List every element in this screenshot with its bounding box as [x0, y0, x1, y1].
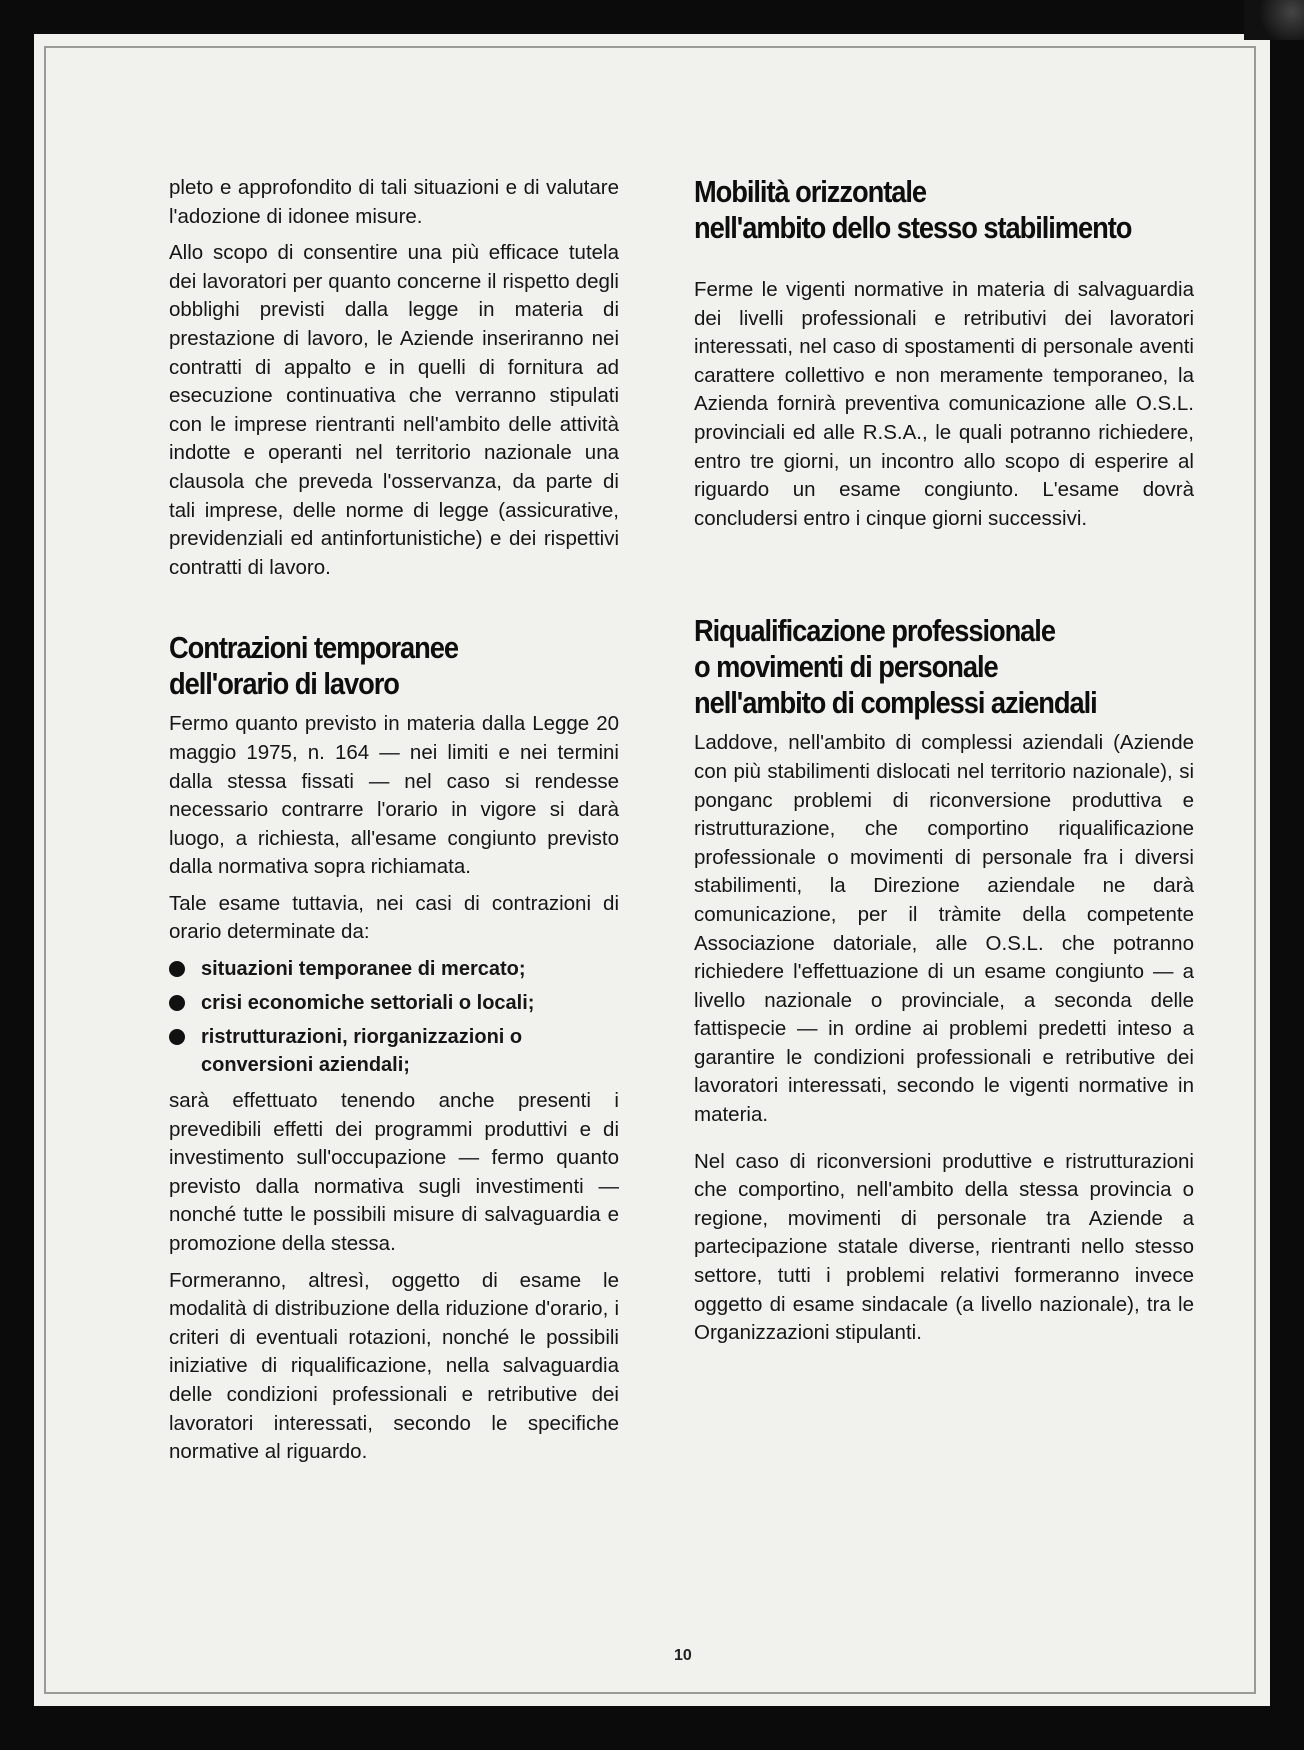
bullet-item: [169, 1023, 619, 1079]
left-paragraph-4: Tale esame tuttavia, nei casi di contrazioni di orario determinate da:: [169, 891, 619, 944]
right-column: [694, 174, 1194, 1348]
bullet-item: [169, 989, 619, 1017]
spacer: [694, 254, 1194, 276]
bullet-icon: [169, 1029, 185, 1045]
left-paragraph-2: Allo scopo di consentire una più efficace tutela dei lavoratori per quanto concerne il rispetto degli obblighi previsti dalla legge in materia di prestazione di lavoro, le Aziende inseriranno nei contratti di appalto e in quelli di fornitura ad esecuzione continuativa che verranno stipulati con le imprese rientranti nell'ambito delle attività indotte e operanti nel territorio nazionale una clausola che preveda l'osservanza, da parte di tali imprese, delle norme di legge (assicurative, previdenziali ed antinfortunistiche) e dei rispettivi contratti di lavoro.: [169, 241, 619, 579]
bullet-icon: [169, 995, 185, 1011]
bullet-icon: [169, 961, 185, 977]
section-title-mobilita: [694, 174, 1134, 246]
left-paragraph-3: Fermo quanto previsto in materia dalla Legge 20 maggio 1975, n. 164 — nei limiti e nei termini dalla stessa fissati — nel caso si rendesse necessario contrarre l'orario in vigore si darà luogo, a richiesta, all'esame congiunto previsto dalla normativa sopra richiamata.: [169, 712, 619, 879]
document-page: [34, 34, 1270, 1706]
spacer: [694, 541, 1194, 613]
page-number: 10: [674, 1647, 692, 1664]
section-title-line-2: dell'orario di lavoro: [169, 666, 399, 702]
spacer: [694, 1138, 1194, 1148]
bullet-text: ristrutturazioni, riorganizzazioni o conversioni aziendali;: [201, 1026, 523, 1077]
left-column: [169, 174, 619, 1467]
bullet-text: situazioni temporanee di mercato;: [201, 958, 526, 981]
section-title-riqualificazione: [694, 613, 1134, 721]
bullet-text: crisi economiche settoriali o locali;: [201, 992, 535, 1015]
section-title-line-1: Riqualificazione professionale: [694, 613, 1055, 649]
left-paragraph-6: Formeranno, altresì, oggetto di esame le modalità di distribuzione della riduzione d'orario, i criteri di eventuali rotazioni, nonché le possibili iniziative di riqualificazione, nella salvaguardia delle condizioni professionali e retributive dei lavoratori interessati, secondo le specifiche normative al riguardo.: [169, 1268, 619, 1464]
section-title-line-2: nell'ambito dello stesso stabilimento: [694, 210, 1132, 245]
section-title-line-1: Contrazioni temporanee: [169, 630, 459, 666]
left-paragraph-1: pleto e approfondito di tali situazioni e di valutare l'adozione di idonee misure.: [169, 176, 619, 228]
right-paragraph-1: Ferme le vigenti normative in materia di salvaguardia dei livelli professionali e retributivi dei lavoratori interessati, nel caso di spostamenti di personale aventi carattere collettivo e non meramente temporaneo, la Azienda fornirà preventiva comunicazione alle O.S.L. provinciali ed alle R.S.A., le quali potranno richiedere, entro tre giorni, un incontro allo scopo di esperire al riguardo un esame congiunto. L'esame dovrà concludersi entro i cinque giorni successivi.: [694, 278, 1194, 530]
right-paragraph-2: Laddove, nell'ambito di complessi aziendali (Aziende con più stabilimenti dislocati nel territorio nazionale), si ponganc problemi di riconversione produttiva e ristrutturazione, che comportino riqualificazione professionale o movimenti di personale fra i diversi stabilimenti, la Direzione aziendale ne darà comunicazione, per il tràmite della competente Associazione datoriale, alle O.S.L. che potranno richiedere l'effettuazione di un esame congiunto — a livello nazionale o provinciale, a seconda delle fattispecie — in ordine ai problemi predetti inteso a garantire le condizioni professionali e retributive dei lavoratori interessati, secondo le vigenti normative in materia.: [694, 731, 1194, 1127]
right-paragraph-3: Nel caso di riconversioni produttive e ristrutturazioni che comportino, nell'ambito della stessa provincia o regione, movimenti di personale tra Aziende a partecipazione statale diverse, rientranti nello stesso settore, tutti i problemi relativi formeranno invece oggetto di esame sindacale (a livello nazionale), tra le Organizzazioni stipulanti.: [694, 1149, 1194, 1345]
spacer: [169, 590, 619, 630]
section-title-line-2: o movimenti di personale: [694, 649, 998, 685]
left-paragraph-5: sarà effettuato tenendo anche presenti i prevedibili effetti dei programmi produttivi e di investimento sull'occupazione — fermo quanto previsto dalla normativa sugli investimenti — nonché tutte le possibili misure di salvaguardia e promozione della stessa.: [169, 1089, 619, 1256]
section-title-line-1: Mobilità orizzontale: [694, 174, 926, 209]
section-title-line-3: nell'ambito di complessi aziendali: [694, 685, 1097, 721]
bullet-item: [169, 955, 619, 983]
scan-corner-mark: [1244, 0, 1304, 40]
section-title-contrazioni: [169, 630, 565, 702]
bullet-list: [169, 955, 619, 1079]
